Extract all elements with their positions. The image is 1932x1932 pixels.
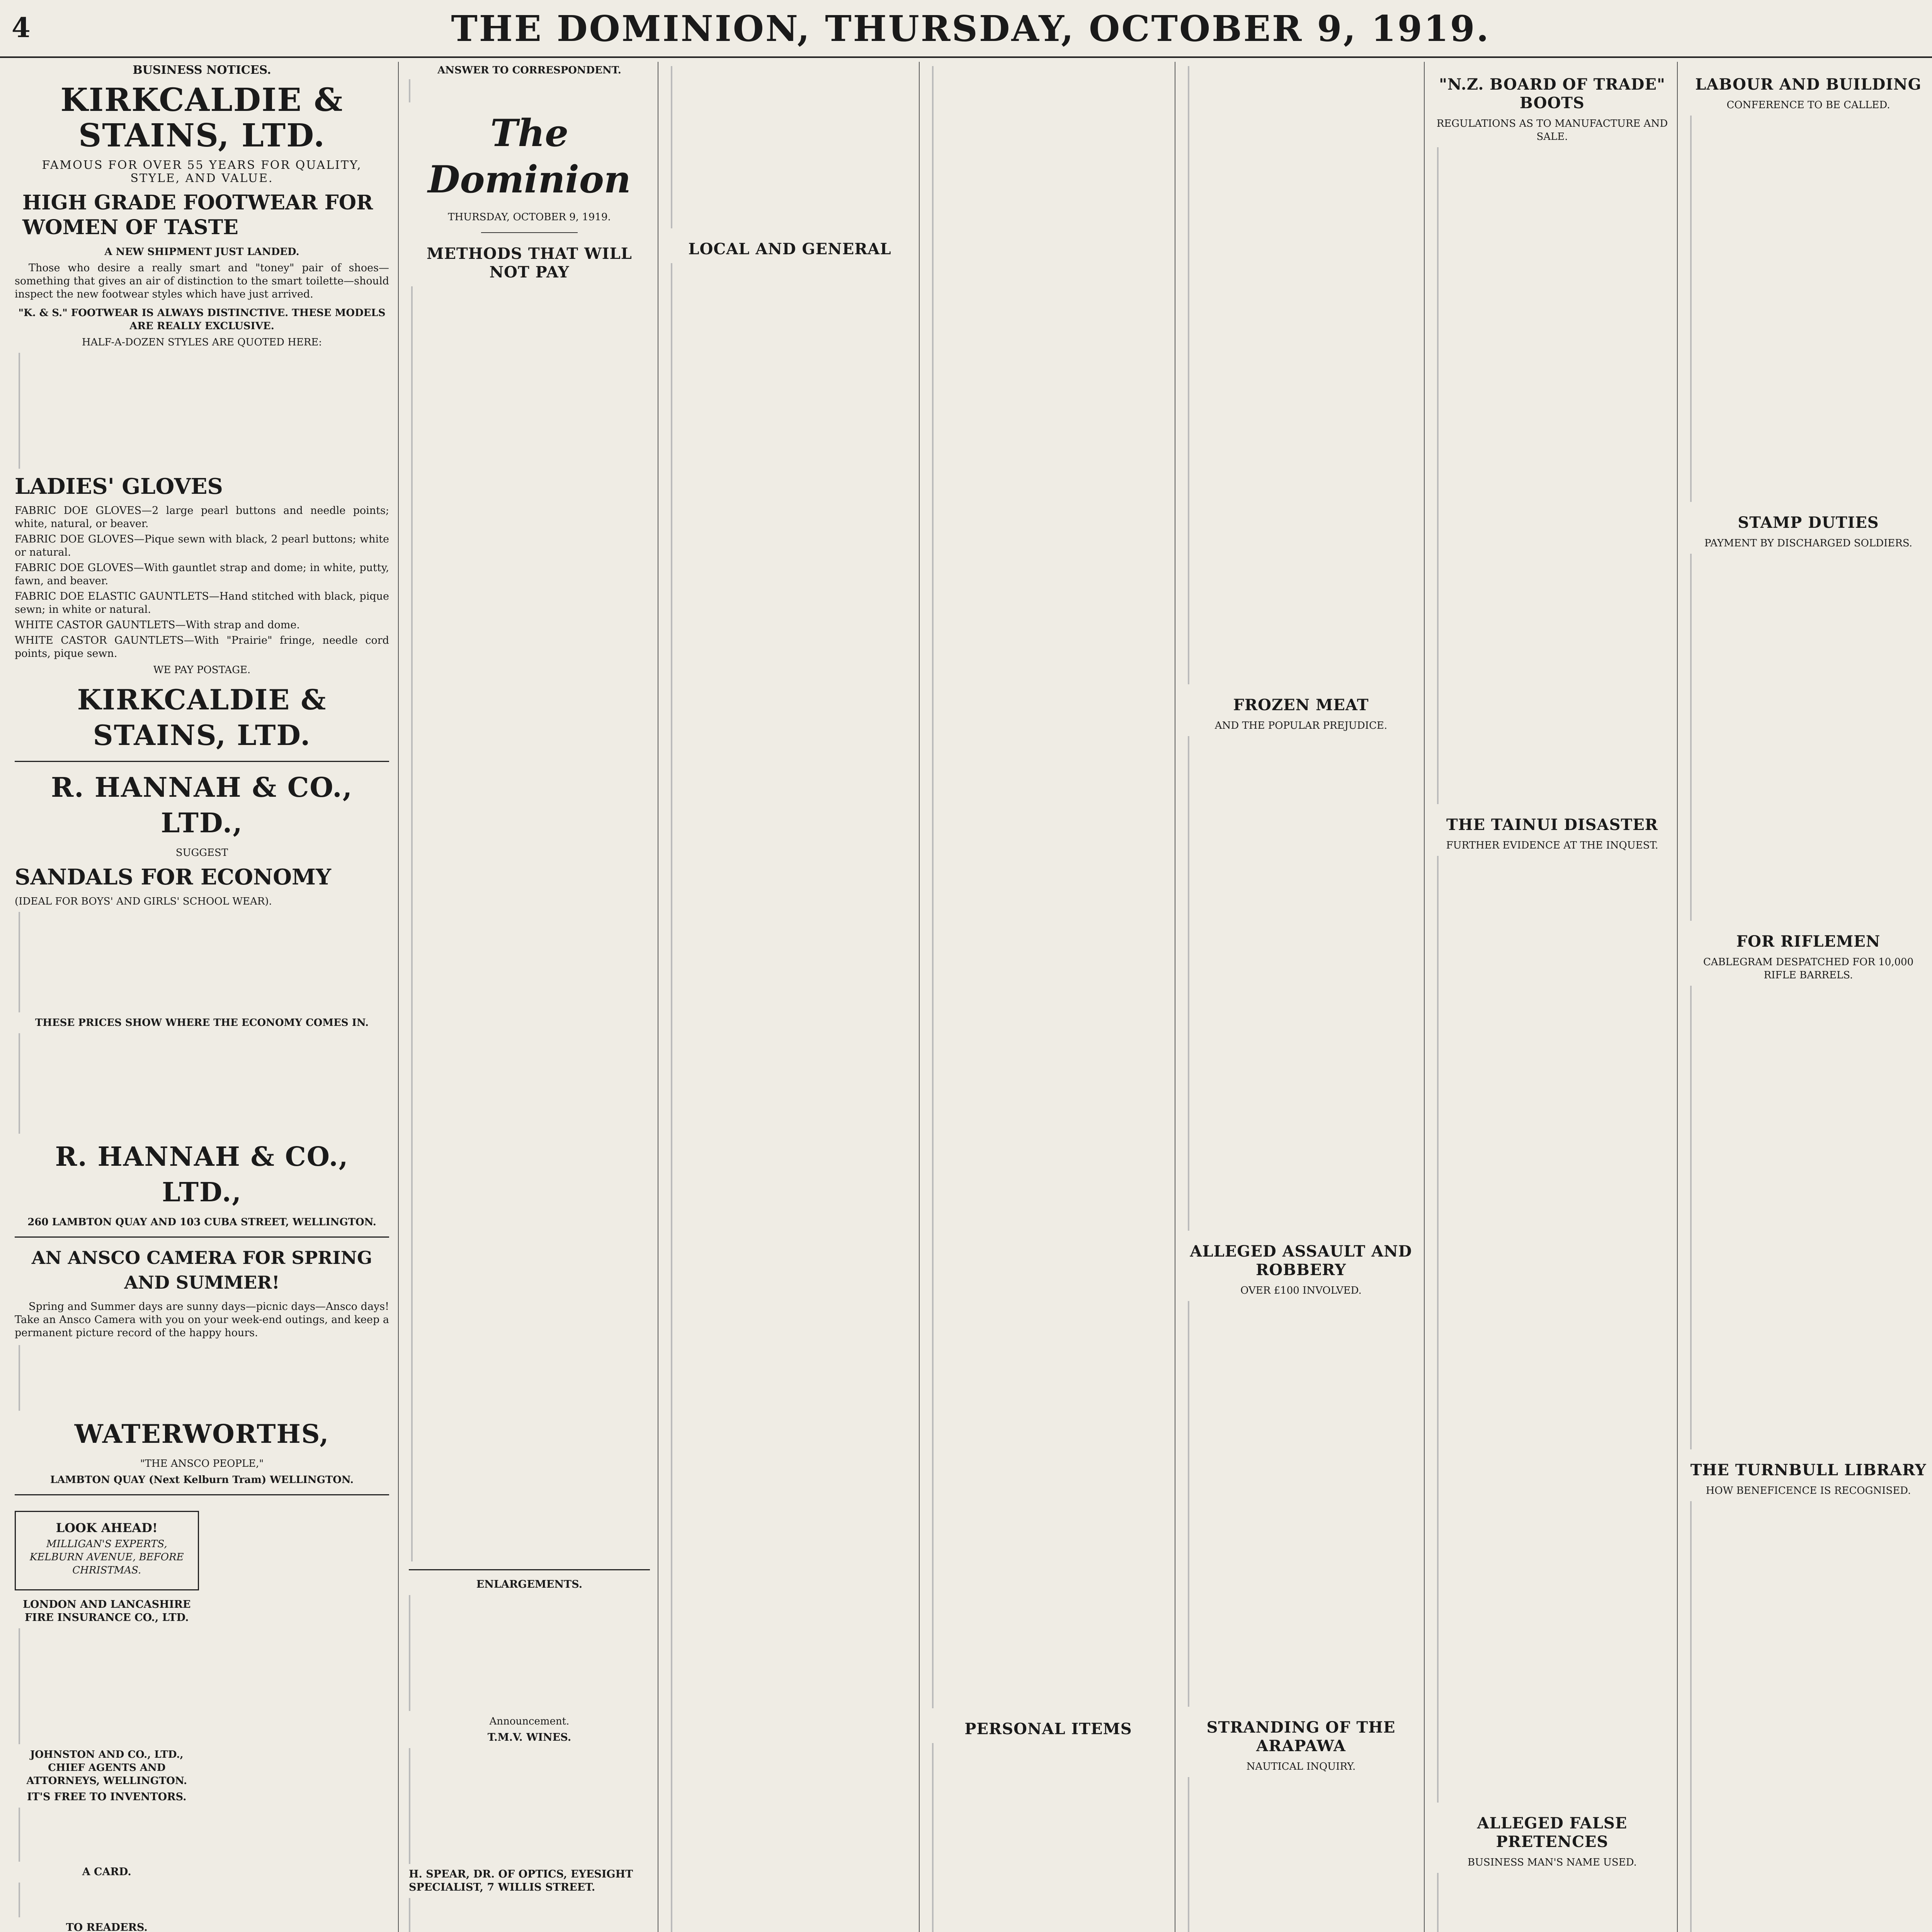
tainui-heading: THE TAINUI DISASTER xyxy=(1446,816,1658,834)
continued-article xyxy=(671,66,911,228)
tainui-subheading: FURTHER EVIDENCE AT THE INQUEST. xyxy=(1446,840,1658,851)
false-pretences-heading: ALLEGED FALSE PRETENCES xyxy=(1477,1814,1628,1851)
stamp-duties-heading: STAMP DUTIES xyxy=(1738,514,1879,532)
correspondent-text xyxy=(409,79,650,102)
inventors-heading: IT'S FREE TO INVENTORS. xyxy=(27,1791,187,1803)
ad-divider xyxy=(15,1494,389,1495)
footwear-heading: HIGH GRADE FOOTWEAR FOR WOMEN OF TASTE xyxy=(22,191,373,239)
riflemen-heading: FOR RIFLEMEN xyxy=(1736,932,1881,951)
tmv-ad xyxy=(409,1748,650,1864)
look-ahead-heading: LOOK AHEAD! xyxy=(56,1520,158,1535)
ad-divider xyxy=(409,1569,650,1570)
newspaper-dateline: THE DOMINION, THURSDAY, OCTOBER 9, 1919. xyxy=(451,8,1490,49)
stamp-duties-subheading: PAYMENT BY DISCHARGED SOLDIERS. xyxy=(1704,537,1912,549)
glove-item: WHITE CASTOR GAUNTLETS—With strap and dome. xyxy=(15,619,300,631)
ad-divider xyxy=(15,761,389,762)
labour-building-heading: LABOUR AND BUILDING xyxy=(1695,75,1922,94)
shipment-line: A NEW SHIPMENT JUST LANDED. xyxy=(104,246,299,258)
page-number: 4 xyxy=(12,12,31,44)
hannah-suggest: SUGGEST xyxy=(175,847,228,859)
column-news-2 xyxy=(1179,64,1423,1932)
postage-line: WE PAY POSTAGE. xyxy=(153,664,251,676)
labour-building-body xyxy=(1690,116,1929,502)
waterworths-tagline: "THE ANSCO PEOPLE," xyxy=(140,1458,264,1469)
sandals-subheading: (IDEAL FOR BOYS' AND GIRLS' SCHOOL WEAR). xyxy=(15,896,272,907)
tainui-body xyxy=(1437,856,1670,1803)
inventors-details xyxy=(19,1808,199,1862)
readers-heading: TO READERS. xyxy=(66,1922,148,1932)
masthead xyxy=(0,0,1932,58)
small-ads-left xyxy=(15,1503,199,1932)
turnbull-library-heading: THE TURNBULL LIBRARY xyxy=(1690,1461,1927,1479)
editorial-body xyxy=(411,286,650,1561)
small-ads-grid xyxy=(15,1503,389,1932)
column-advertisements xyxy=(8,64,396,1932)
ks-footwear-line: "K. & S." FOOTWEAR IS ALWAYS DISTINCTIVE. THESE MODELS ARE REALLY EXCLUSIVE. xyxy=(18,307,386,332)
column-rule xyxy=(1424,62,1425,1932)
labour-building-subheading: CONFERENCE TO BE CALLED. xyxy=(1726,99,1890,111)
news-paragraphs xyxy=(1188,66,1417,684)
news-paragraphs xyxy=(932,66,1167,1708)
footwear-body: Those who desire a really smart and "toney" pair of shoes—something that gives an air of distinction to the smart toilette—should inspect the new footwear styles which have just arrived. xyxy=(15,262,389,300)
insurance-details xyxy=(19,1628,199,1744)
arapawa-heading: STRANDING OF THE ARAPAWA xyxy=(1206,1718,1396,1755)
personal-items-body xyxy=(932,1743,1167,1932)
business-notices-heading: BUSINESS NOTICES. xyxy=(133,64,271,77)
hannah-title: R. HANNAH & CO., LTD., xyxy=(51,771,353,839)
correspondent-heading: ANSWER TO CORRESPONDENT. xyxy=(437,65,621,76)
column-local-general xyxy=(662,64,918,1932)
spear-ad-heading: H. SPEAR, DR. OF OPTICS, EYESIGHT SPECIALIST, 7 WILLIS STREET. xyxy=(409,1868,633,1893)
divider xyxy=(481,232,578,233)
dominion-dateline: THURSDAY, OCTOBER 9, 1919. xyxy=(448,211,611,223)
riflemen-body xyxy=(1690,986,1929,1449)
glove-item: FABRIC DOE GLOVES—With gauntlet strap and dome; in white, putty, fawn, and beaver. xyxy=(15,562,389,587)
announcement-label: Announcement. xyxy=(489,1716,570,1727)
nz-board-boots-heading: "N.Z. BOARD OF TRADE" BOOTS xyxy=(1439,75,1665,112)
milligan-text: MILLIGAN'S EXPERTS, KELBURN AVENUE, BEFORE CHRISTMAS. xyxy=(29,1538,184,1576)
sandals-heading: SANDALS FOR ECONOMY xyxy=(15,864,331,890)
prices-heading: THESE PRICES SHOW WHERE THE ECONOMY COMES IN. xyxy=(35,1017,369,1029)
glove-item: FABRIC DOE GLOVES—2 large pearl buttons and needle points; white, natural, or beaver. xyxy=(15,505,389,530)
false-pretences-subheading: BUSINESS MAN'S NAME USED. xyxy=(1468,1857,1637,1868)
johnston-agents: JOHNSTON AND CO., LTD., CHIEF AGENTS AND ATTORNEYS, WELLINGTON. xyxy=(26,1749,187,1787)
spear-ad xyxy=(409,1898,650,1932)
tmv-heading: T.M.V. WINES. xyxy=(487,1731,571,1743)
kirkcaldie-title: KIRKCALDIE & STAINS, LTD. xyxy=(60,82,344,154)
column-rule xyxy=(398,62,399,1932)
waterworths-address: LAMBTON QUAY (Next Kelburn Tram) WELLINGTON. xyxy=(50,1474,354,1486)
sandals-details xyxy=(19,912,389,1012)
card-details xyxy=(19,1883,199,1917)
personal-items-heading: PERSONAL ITEMS xyxy=(964,1720,1132,1738)
glove-item: FABRIC DOE GLOVES—Pique sewn with black, 2 pearl buttons; white or natural. xyxy=(15,533,389,558)
ansco-heading: AN ANSCO CAMERA FOR SPRING AND SUMMER! xyxy=(31,1247,372,1293)
kirkcaldie-title-footer: KIRKCALDIE & STAINS, LTD. xyxy=(77,683,327,752)
frozen-meat-heading: FROZEN MEAT xyxy=(1233,696,1369,714)
nz-board-boots-subheading: REGULATIONS AS TO MANUFACTURE AND SALE. xyxy=(1436,118,1668,143)
hannah-title-footer: R. HANNAH & CO., LTD., xyxy=(55,1141,349,1208)
hannah-address: 260 LAMBTON QUAY AND 103 CUBA STREET, WELLINGTON. xyxy=(27,1216,376,1228)
glove-item: FABRIC DOE ELASTIC GAUNTLETS—Hand stitched with black, pique sewn; in white or natural. xyxy=(15,590,389,616)
riflemen-subheading: CABLEGRAM DESPATCHED FOR 10,000 RIFLE BARRELS. xyxy=(1703,956,1914,981)
frozen-meat-body xyxy=(1188,736,1417,1231)
enlargements-heading: ENLARGEMENTS. xyxy=(476,1578,583,1590)
frozen-meat-subheading: AND THE POPULAR PREJUDICE. xyxy=(1214,720,1388,731)
small-ads-right xyxy=(205,1503,389,1932)
column-news xyxy=(923,64,1174,1932)
alleged-assault-heading: ALLEGED ASSAULT AND ROBBERY xyxy=(1190,1242,1412,1279)
london-lancashire-heading: LONDON AND LANCASHIRE FIRE INSURANCE CO., LTD. xyxy=(23,1599,191,1624)
gloves-list xyxy=(15,504,389,660)
ansco-details xyxy=(19,1345,389,1411)
dominion-masthead: The Dominion xyxy=(428,111,631,201)
nz-board-boots-body xyxy=(1437,147,1670,804)
column-news-4 xyxy=(1681,64,1932,1932)
half-dozen-line: HALF-A-DOZEN STYLES ARE QUOTED HERE: xyxy=(82,337,322,348)
false-pretences-body xyxy=(1437,1873,1670,1932)
alleged-assault-subheading: OVER £100 INVOLVED. xyxy=(1240,1285,1362,1296)
footwear-price-list xyxy=(19,353,389,469)
milligan-ad xyxy=(15,1511,199,1590)
column-news-3 xyxy=(1428,64,1677,1932)
column-rule xyxy=(919,62,920,1932)
local-general-body xyxy=(671,263,911,1932)
arapawa-subheading: NAUTICAL INQUIRY. xyxy=(1246,1761,1356,1772)
sandals-prices xyxy=(19,1033,389,1134)
glove-item: WHITE CASTOR GAUNTLETS—With "Prairie" fringe, needle cord points, pique sewn. xyxy=(15,634,389,660)
gloves-heading: LADIES' GLOVES xyxy=(15,474,223,499)
editorial-heading: METHODS THAT WILL NOT PAY xyxy=(427,245,632,281)
arapawa-body xyxy=(1188,1777,1417,1932)
ad-divider xyxy=(15,1236,389,1238)
card-heading: A CARD. xyxy=(82,1866,131,1878)
column-rule xyxy=(1677,62,1678,1932)
turnbull-library-subheading: HOW BENEFICENCE IS RECOGNISED. xyxy=(1706,1485,1911,1497)
turnbull-library-body xyxy=(1690,1501,1929,1932)
local-general-heading: LOCAL AND GENERAL xyxy=(688,240,891,258)
enlargements-ad xyxy=(409,1595,650,1711)
alleged-assault-body xyxy=(1188,1301,1417,1707)
waterworths-title: WATERWORTHS, xyxy=(74,1419,330,1449)
ansco-body: Spring and Summer days are sunny days—picnic days—Ansco days! Take an Ansco Camera with you on your week-end outings, and keep a permanent picture record of the happy hours. xyxy=(15,1301,389,1339)
stamp-duties-body xyxy=(1690,554,1929,921)
column-editorial xyxy=(402,64,657,1932)
kirkcaldie-tagline: FAMOUS FOR OVER 55 YEARS FOR QUALITY, STYLE, AND VALUE. xyxy=(42,158,362,185)
